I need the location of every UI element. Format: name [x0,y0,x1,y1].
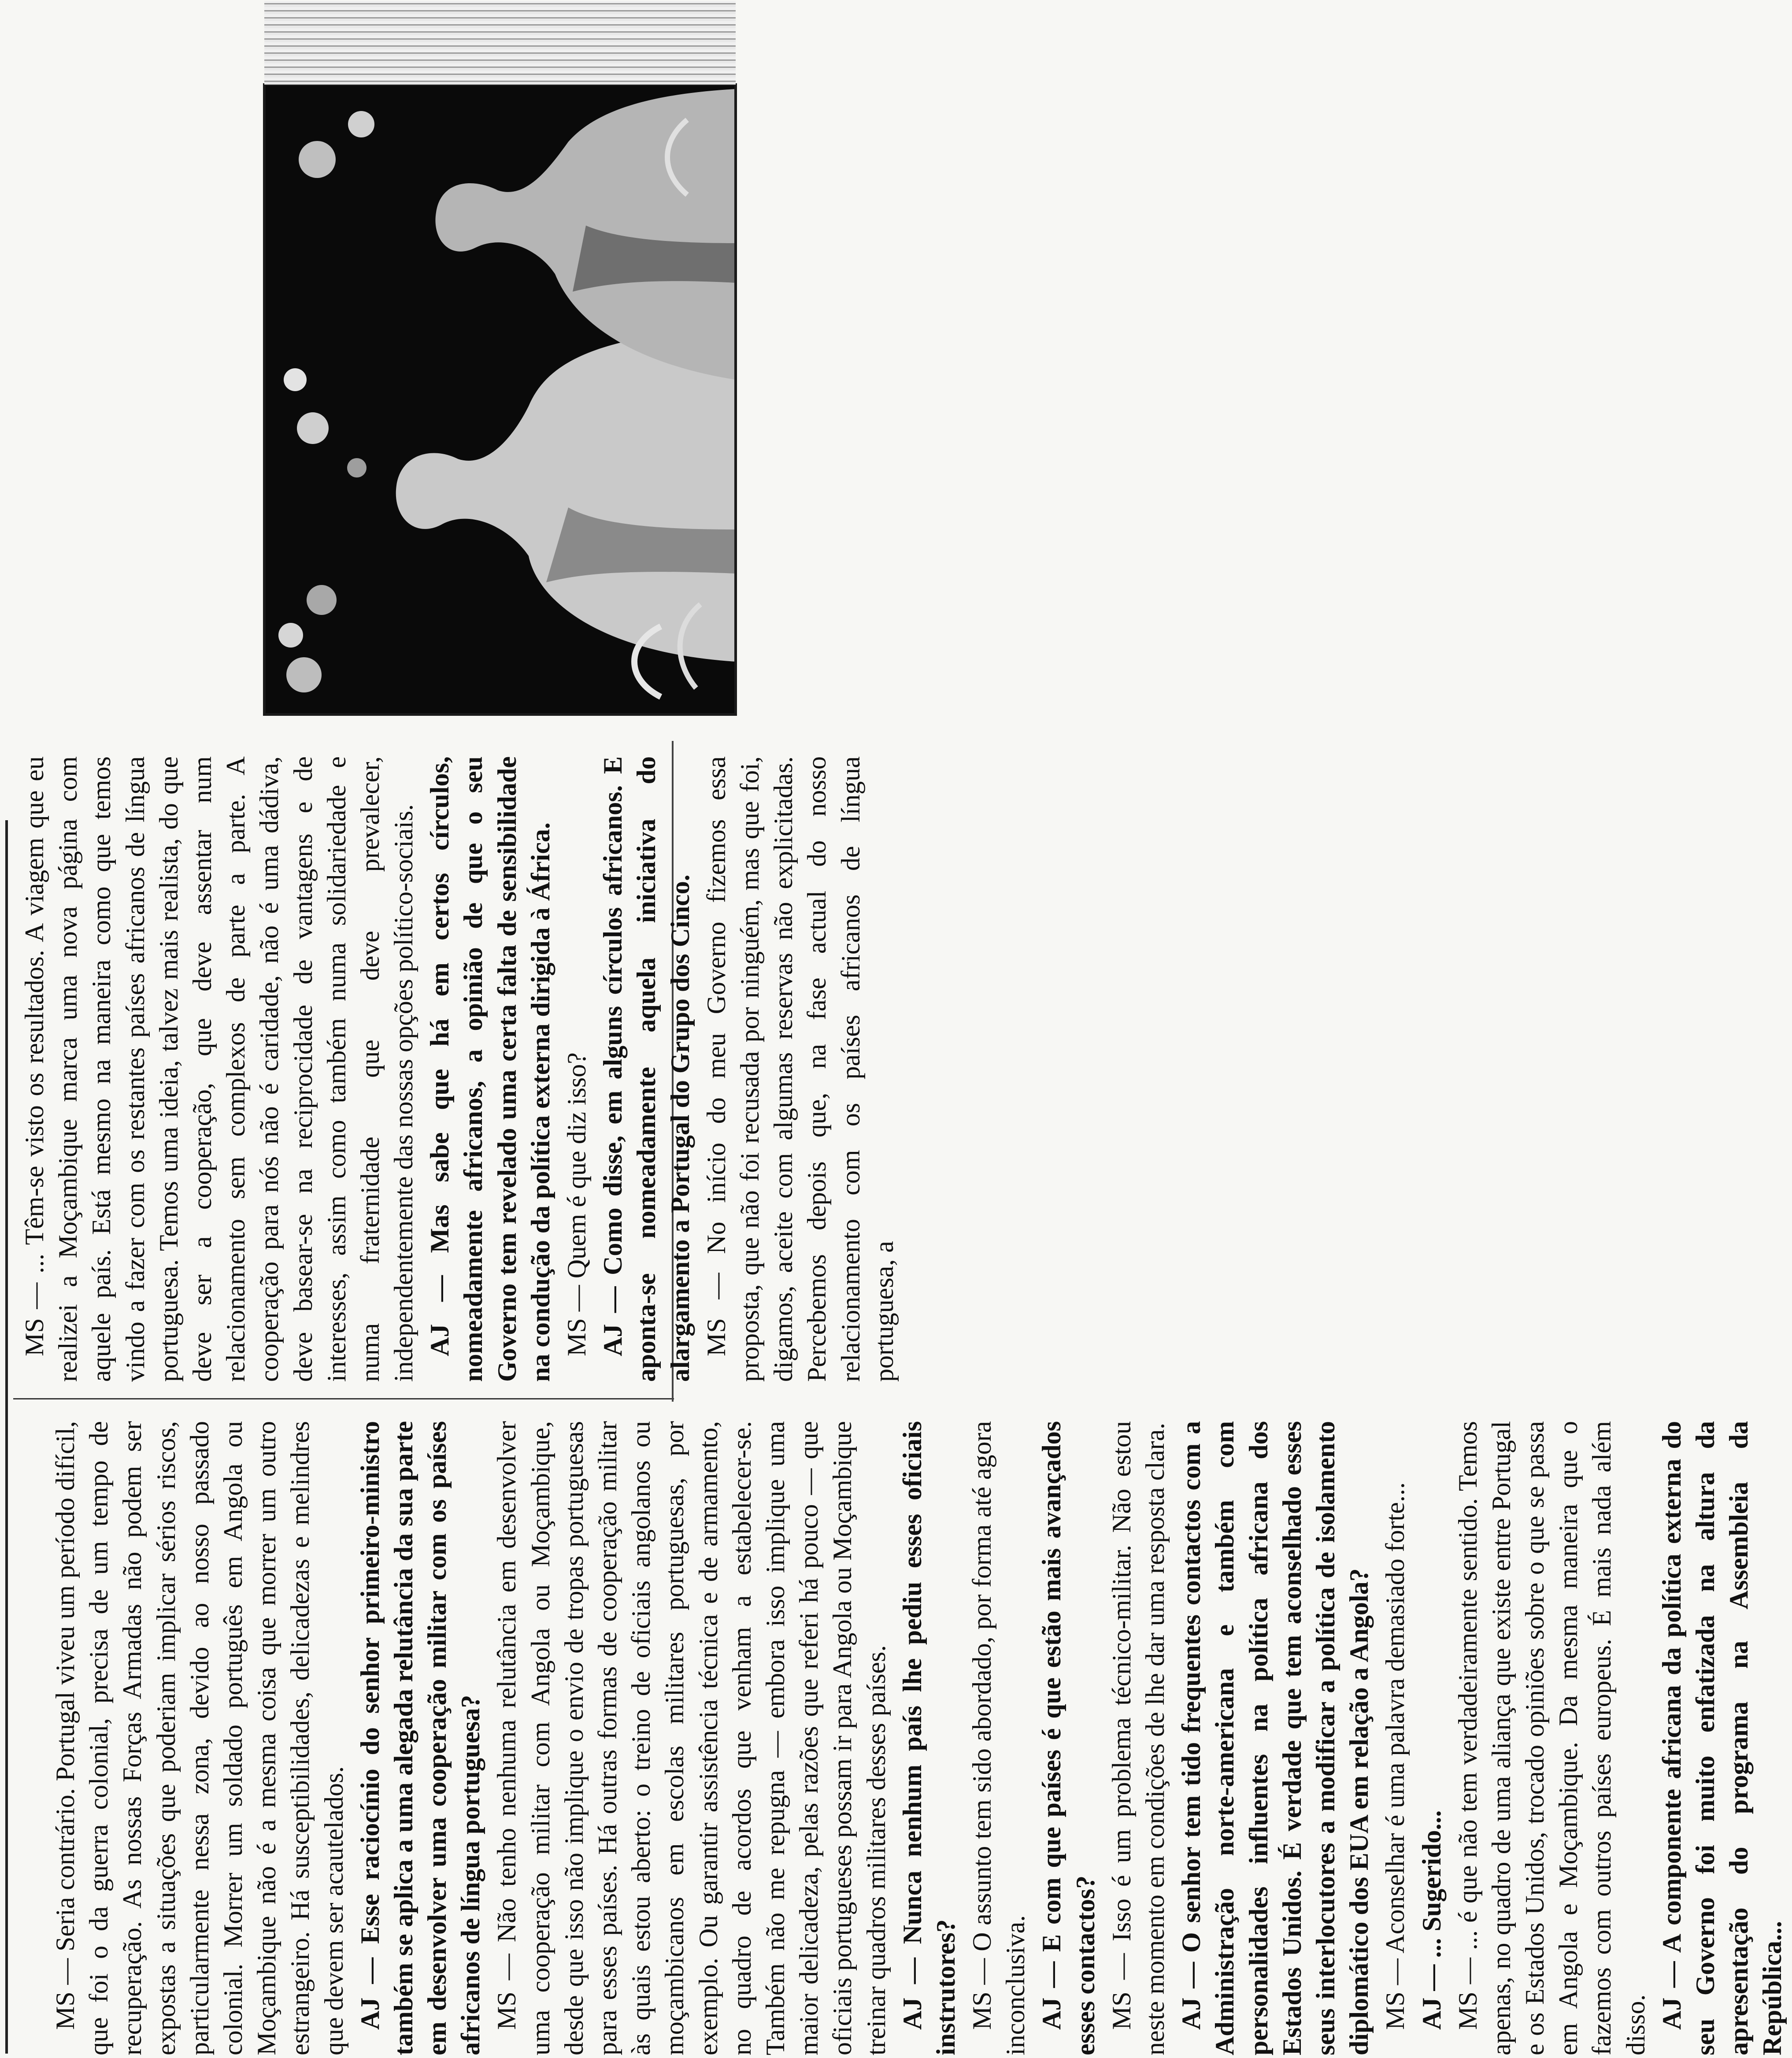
question-text: A componente africana da política externa do seu Governo foi muito enfatizada na altura da apresentação do programa na Assembleia da República... [1657,1421,1787,2055]
question-text: E com que países é que estão mais avançados esses contactos? [1037,1421,1100,2055]
speaker-label: AJ — [1177,1962,1206,2030]
article-paragraph [1378,1421,1412,2055]
speaker-label: AJ — [897,1958,927,2030]
speaker-label: AJ — [425,1275,455,1356]
speaker-label: MS — [492,1954,522,2030]
article-paragraph [1415,1421,1448,2055]
article-paragraph [1174,1421,1376,2055]
article-paragraph [48,1421,351,2055]
article-paragraph [596,756,697,1382]
speaker-label: MS — [51,1958,80,2030]
speaker-label: MS — [1381,1958,1410,2030]
answer-text: Quem é que diz isso? [562,1052,591,1285]
answer-text: ... é que não tem verdadeiramente sentido. Temos apenas, no quadro de uma aliança que existe entre Portugal e os Estados Unidos, trocado opiniões sobre o que se passa em Angola e Moçambique. Da mesma maneira que o fazemos com outros países europeus. É mais nada além disso. [1453,1421,1650,2055]
question-text: O senhor tem tido frequentes contactos com a Administração norte-americana e também com personalidades influentes na política africana dos Estados Unidos. É verdade que tem aconselhado esses seus interlocutores a modificar a política de isolamento diplomático dos EUA em relação a Angola? [1177,1421,1374,2055]
article-paragraph [896,1421,963,2055]
article-column-left [48,1421,1792,2055]
speaker-label: MS — [1453,1958,1482,2030]
speaker-label: MS — [20,1282,49,1356]
speaker-label: MS — [701,1273,731,1356]
answer-text: Isso é um problema técnico-militar. Não estou neste momento em condições de lhe dar uma resposta clara. [1107,1421,1170,2055]
photo-edge-strip [264,1,736,85]
speaker-label: AJ — [1417,1964,1446,2030]
answer-text: ... Têm-se visto os resultados. A viagem que eu realizei a Moçambique marca uma nova página com aquele país. Está mesmo na maneira como que temos vindo a fazer com os restantes países africanos de língua portuguesa. Temos uma ideia, talvez mais realista, do que deve ser a cooperação, que deve assentar num relacionamento sem complexos de parte a parte. A cooperação para nós não é caridade, não é uma dádiva, deve basear-se na reciprocidade de vantagens e de interesses, assim como também numa solidariedade e numa fraternidade que deve prevalecer, independentemente das nossas opções político-sociais. [20,756,418,1382]
answer-text: Seria contrário. Portugal viveu um período difícil, que foi o da guerra colonial, precisa de um tempo de recuperação. As nossas Forças Armadas não podem ser expostas a situações que poderiam implicar sérios riscos, particularmente nessa zona, devido ao nosso passado colonial. Morrer um soldado português em Angola ou Moçambique não é a mesma coisa que morrer um outro estrangeiro. Há susceptibilidades, delicadezas e melindres que devem ser acautelados. [51,1421,348,2055]
article-paragraph [700,756,901,1382]
question-text: Esse raciocínio do senhor primeiro-ministro também se aplica a uma alegada relutância da sua parte em desenvolver uma cooperação militar com os países africanos de língua portuguesa? [355,1421,485,2055]
article-paragraph [1105,1421,1172,2055]
article-paragraph [18,756,420,1382]
article-paragraph [353,1421,488,2055]
answer-text: No início do meu Governo fizemos essa proposta, que não foi recusada por ninguém, mas que foi, digamos, aceite com algumas reservas não explicitadas. Percebemos depois que, na fase actual do nosso relacionamento com os países africanos de língua portuguesa, a [701,756,899,1382]
article-paragraph [490,1421,892,2055]
question-text: Mas sabe que há em certos círculos, nomeadamente africanos, a opinião de que o seu Governo tem revelado uma certa falta de sensibilidade na condução da política externa dirigida à África. [425,756,555,1382]
speaker-label: AJ — [1657,1961,1686,2030]
question-text: ... Sugerido... [1417,1810,1446,1965]
speaker-label: AJ — [1037,1961,1066,2030]
article-paragraph [965,1421,1032,2055]
article-column-right [18,756,903,1382]
speaker-label: MS — [562,1285,591,1356]
answer-text: Aconselhar é uma palavra demasiado forte... [1381,1482,1410,1959]
article-paragraph [560,756,593,1382]
question-text: Como disse, em alguns círculos africanos. E aponta-se nomeadamente aquela iniciativa do alargamento a Portugal do Grupo dos Cinco. [598,756,695,1382]
news-photo [264,85,736,714]
article-paragraph [1451,1421,1652,2055]
speaker-label: AJ — [355,1957,385,2030]
answer-text: O assunto tem sido abordado, por forma até agora inconclusiva. [967,1421,1030,2055]
speaker-label: MS — [1107,1953,1136,2030]
speaker-label: MS — [967,1958,997,2030]
question-text: Nunca nenhum país lhe pediu esses oficiais instrutores? [897,1421,960,2055]
article-paragraph [1655,1421,1789,2055]
top-rule [5,820,8,2054]
answer-text: Não tenho nenhuma relutância em desenvolver uma cooperação militar com Angola ou Moçambique, desde que isso não implique o envio de tropas portuguesas para esses países. Há outras formas de cooperação militar às quais estou aberto: o treino de oficiais angolanos ou moçambicanos em escolas militares portuguesas, por exemplo. Ou garantir assistência técnica e de armamento, no quadro de acordos que venham a estabelecer-se. Também não me repugna — embora isso implique uma maior delicadeza, pelas razões que referi há pouco — que oficiais portugueses possam ir para Angola ou Moçambique treinar quadros militares desses países. [492,1421,891,2055]
column-divider [13,1398,674,1399]
article-paragraph [423,756,557,1382]
article-paragraph [1035,1421,1102,2055]
speaker-label: AJ — [598,1286,628,1356]
photo-image [264,85,736,714]
